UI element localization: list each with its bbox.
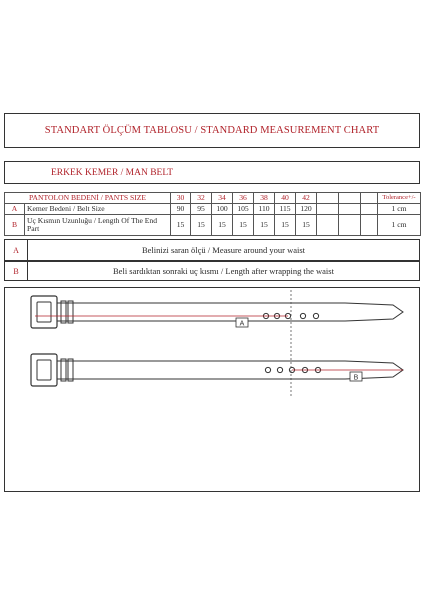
empty-cell [317, 215, 339, 236]
size-cell: 32 [191, 193, 212, 204]
value-cell: 15 [171, 215, 191, 236]
table-row [5, 215, 421, 236]
size-cell: 36 [233, 193, 254, 204]
marker-b: B [353, 374, 359, 382]
value-cell: 110 [254, 204, 275, 215]
value-cell: 90 [171, 204, 191, 215]
belt-tip [345, 303, 403, 321]
empty-cell [339, 193, 361, 204]
size-cell: 30 [171, 193, 191, 204]
value-cell: 15 [254, 215, 275, 236]
buckle-inner [37, 302, 51, 322]
buckle-icon [31, 354, 57, 386]
row-label: B [5, 215, 25, 236]
tolerance-cell: 1 cm [378, 215, 421, 236]
subtitle-box [4, 161, 420, 184]
belt-loop [68, 359, 73, 381]
buckle-inner [37, 360, 51, 380]
empty-cell [339, 215, 361, 236]
belt-illustration [5, 288, 419, 491]
empty-cell [361, 215, 378, 236]
measure-row-a [4, 239, 420, 261]
measure-row-b [4, 261, 420, 281]
empty-cell [317, 204, 339, 215]
size-cell: 42 [296, 193, 317, 204]
measure-label: B [5, 262, 28, 280]
row-desc: Kemer Bedeni / Belt Size [25, 204, 171, 215]
size-table [4, 192, 421, 236]
chart-title: STANDART ÖLÇÜM TABLOSU / STANDARD MEASUREMENT CHART [44, 125, 380, 136]
value-cell: 15 [212, 215, 233, 236]
belt-b [31, 354, 403, 386]
value-cell: 115 [275, 204, 296, 215]
size-cell: 40 [275, 193, 296, 204]
measure-label: A [5, 240, 28, 260]
value-cell: 120 [296, 204, 317, 215]
size-cell: 34 [212, 193, 233, 204]
belt-hole [300, 313, 305, 318]
row-label: A [5, 204, 25, 215]
value-cell: 100 [212, 204, 233, 215]
value-cell: 15 [233, 215, 254, 236]
marker-a: A [239, 320, 245, 328]
belt-hole [313, 313, 318, 318]
chart-subtitle: ERKEK KEMER / MAN BELT [51, 167, 174, 178]
measure-text: Belinizi saran ölçü / Measure around your waist [141, 245, 306, 255]
pants-size-header: PANTOLON BEDENİ / PANTS SIZE [5, 193, 171, 204]
empty-cell [317, 193, 339, 204]
belt-loop [61, 301, 66, 323]
size-cell: 38 [254, 193, 275, 204]
belt-a [31, 296, 403, 328]
value-cell: 15 [296, 215, 317, 236]
empty-cell [339, 204, 361, 215]
empty-cell [361, 204, 378, 215]
value-cell: 15 [275, 215, 296, 236]
empty-cell [361, 193, 378, 204]
tolerance-cell: 1 cm [378, 204, 421, 215]
belt-loop [68, 301, 73, 323]
buckle-icon [31, 296, 57, 328]
belt-figure [4, 287, 420, 492]
belt-loop [61, 359, 66, 381]
belt-hole [265, 367, 270, 372]
table-row [5, 204, 421, 215]
table-header-row [5, 193, 421, 204]
chart-title-box [4, 113, 420, 148]
value-cell: 15 [191, 215, 212, 236]
measure-text: Beli sardıktan sonraki uç kısmı / Length after wrapping the waist [113, 266, 334, 276]
tolerance-header: Tolerance+/- [378, 193, 421, 204]
belt-hole [277, 367, 282, 372]
value-cell: 105 [233, 204, 254, 215]
row-desc: Uç Kısmın Uzunluğu / Length Of The End Part [25, 215, 171, 236]
value-cell: 95 [191, 204, 212, 215]
